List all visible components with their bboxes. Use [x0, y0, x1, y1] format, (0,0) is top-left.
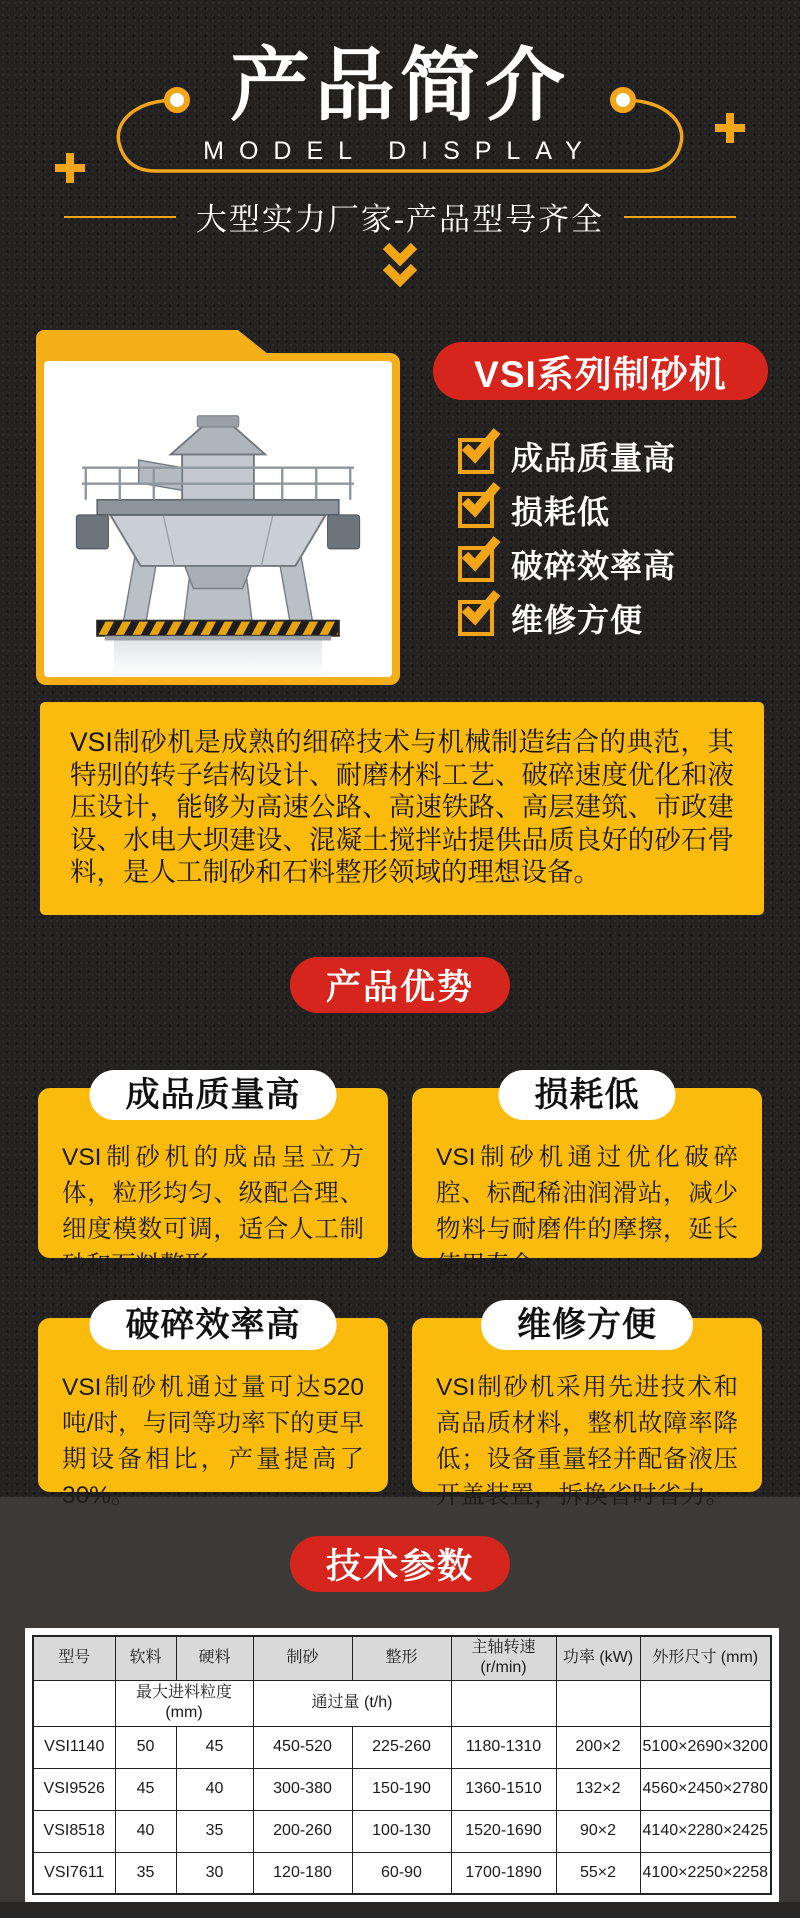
- checkbox-check-icon: [458, 546, 494, 582]
- col-header: 主轴转速 (r/min): [451, 1636, 556, 1680]
- page-subtitle-en: MODEL DISPLAY: [203, 137, 597, 165]
- subheader-empty: [451, 1680, 556, 1726]
- cell: 4140×2280×2425: [640, 1810, 771, 1852]
- advantage-card-title: 维修方便: [481, 1300, 693, 1350]
- cell: 4100×2250×2258: [640, 1852, 771, 1894]
- cell-model: VSI1140: [33, 1726, 115, 1768]
- col-header: 硬料: [176, 1636, 253, 1680]
- advantage-card-body: VSI制砂机通过量可达520吨/时，与同等功率下的更早期设备相比，产量提高了30%。: [62, 1374, 364, 1509]
- series-badge: VSI系列制砂机: [433, 342, 768, 400]
- cell: 90×2: [556, 1810, 640, 1852]
- cell: 120-180: [253, 1852, 352, 1894]
- advantage-card: [38, 1306, 388, 1509]
- cell: 55×2: [556, 1852, 640, 1894]
- checkbox-check-icon: [458, 600, 494, 636]
- cell: 40: [115, 1810, 176, 1852]
- table-row: [33, 1726, 771, 1768]
- advantage-card: [38, 1076, 388, 1279]
- cell: 35: [176, 1810, 253, 1852]
- cell: 200-260: [253, 1810, 352, 1852]
- cell: 300-380: [253, 1768, 352, 1810]
- feature-label: 损耗低: [511, 494, 611, 530]
- page-title: 产品简介: [230, 41, 570, 130]
- cell: 35: [115, 1852, 176, 1894]
- feature-item: [458, 490, 676, 530]
- cell: 30: [176, 1852, 253, 1894]
- col-header: 功率 (kW): [556, 1636, 640, 1680]
- cell: 40: [176, 1768, 253, 1810]
- col-header: 软料: [115, 1636, 176, 1680]
- feature-item: [458, 544, 676, 584]
- spec-table: [32, 1635, 772, 1895]
- feature-item: [458, 436, 676, 476]
- footer-strip: [0, 1902, 800, 1918]
- subheader-empty: [33, 1680, 115, 1726]
- section-badge-specs: 技术参数: [290, 1536, 510, 1592]
- tagline-row: [0, 194, 800, 239]
- cell: 45: [176, 1726, 253, 1768]
- cell: 450-520: [253, 1726, 352, 1768]
- tagline-left-line: [64, 216, 176, 218]
- cell: 5100×2690×3200: [640, 1726, 771, 1768]
- checkbox-check-icon: [458, 492, 494, 528]
- col-header: 整形: [352, 1636, 451, 1680]
- subheader-empty: [556, 1680, 640, 1726]
- cell: 132×2: [556, 1768, 640, 1810]
- advantage-card-body: VSI制砂机采用先进技术和高品质材料，整机故障率降低；设备重量轻并配备液压开盖装置，拆换省时省力。: [436, 1374, 738, 1509]
- cell: 200×2: [556, 1726, 640, 1768]
- col-header: 型号: [33, 1636, 115, 1680]
- feature-label: 破碎效率高: [511, 548, 677, 584]
- cell: 1700-1890: [451, 1852, 556, 1894]
- cell: 4560×2450×2780: [640, 1768, 771, 1810]
- cell: 1360-1510: [451, 1768, 556, 1810]
- table-row: [33, 1852, 771, 1894]
- cell-model: VSI8518: [33, 1810, 115, 1852]
- advantage-card-title: 成品质量高: [90, 1070, 337, 1120]
- advantage-card-title: 破碎效率高: [90, 1300, 337, 1350]
- cell: 45: [115, 1768, 176, 1810]
- section-badge-advantages: 产品优势: [290, 957, 510, 1013]
- product-frame: [36, 353, 400, 685]
- product-photo: [48, 394, 388, 677]
- advantage-card-body: VSI制砂机的成品呈立方体，粒形均匀、级配合理、细度模数可调，适合人工制砂和石料整形。: [62, 1144, 364, 1279]
- subheader-empty: [640, 1680, 771, 1726]
- cell-model: VSI7611: [33, 1852, 115, 1894]
- scroll-hint: [0, 240, 800, 293]
- subheader-feed-size: 最大进料粒度 (mm): [115, 1680, 253, 1726]
- cell: 100-130: [352, 1810, 451, 1852]
- spec-table-container: [25, 1628, 779, 1902]
- advantage-card-body: VSI制砂机通过优化破碎腔、标配稀油润滑站，减少物料与耐磨件的摩擦，延长使用寿命。: [436, 1144, 738, 1279]
- chevron-double-down-icon: [379, 240, 421, 288]
- table-row: [33, 1810, 771, 1852]
- advantage-card: [412, 1306, 762, 1509]
- product-frame-tab: [36, 330, 268, 354]
- checkbox-check-icon: [458, 438, 494, 474]
- cell: 60-90: [352, 1852, 451, 1894]
- advantage-card: [412, 1076, 762, 1279]
- col-header: 制砂: [253, 1636, 352, 1680]
- spec-table-subheader-row: [33, 1680, 771, 1726]
- feature-label: 维修方便: [511, 602, 644, 638]
- spec-table-header-row: [33, 1636, 771, 1680]
- subheader-throughput: 通过量 (t/h): [253, 1680, 451, 1726]
- advantage-card-title: 损耗低: [499, 1070, 676, 1120]
- product-description: VSI制砂机是成熟的细碎技术与机械制造结合的典范，其特别的转子结构设计、耐磨材料工艺、破碎速度优化和液压设计，能够为高速公路、高速铁路、高层建筑、市政建设、水电大坝建设、混凝土搅拌站提供品质良好的砂石骨料，是人工制砂和石料整形领域的理想设备。: [40, 702, 764, 915]
- cell-model: VSI9526: [33, 1768, 115, 1810]
- table-row: [33, 1768, 771, 1810]
- cell: 225-260: [352, 1726, 451, 1768]
- feature-checklist: [458, 436, 676, 652]
- cell: 1520-1690: [451, 1810, 556, 1852]
- tagline-text: 大型实力厂家-产品型号齐全: [195, 202, 605, 237]
- cell: 1180-1310: [451, 1726, 556, 1768]
- product-photo-area: [44, 361, 392, 677]
- feature-item: [458, 598, 676, 638]
- col-header: 外形尺寸 (mm): [640, 1636, 771, 1680]
- feature-label: 成品质量高: [511, 440, 677, 476]
- cell: 150-190: [352, 1768, 451, 1810]
- tagline-right-line: [624, 216, 736, 218]
- cell: 50: [115, 1726, 176, 1768]
